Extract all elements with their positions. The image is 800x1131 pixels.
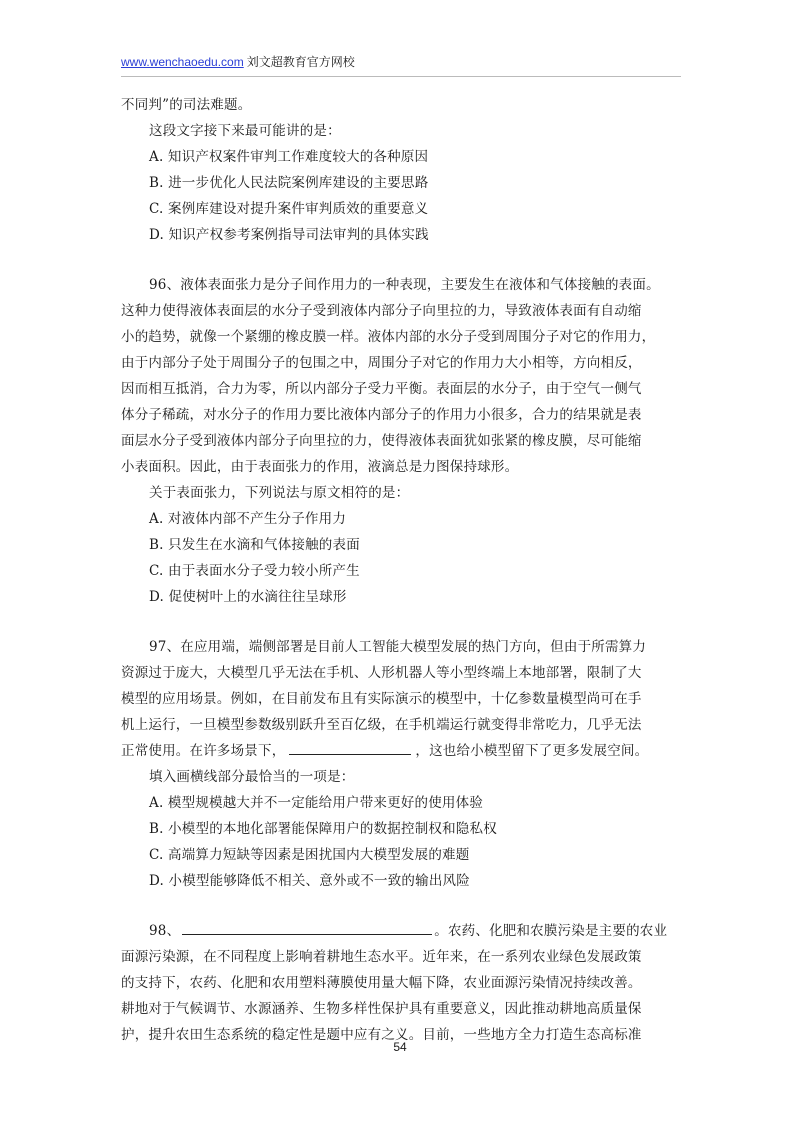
- question-prompt: 这段文字接下来最可能讲的是：: [149, 123, 341, 139]
- question-prompt: 填入画横线部分最恰当的一项是：: [149, 769, 355, 785]
- paragraph-line: 因而相互抵消，合力为零，所以内部分子受力平衡。表面层的水分子，由于空气一侧气: [121, 381, 642, 397]
- option-d: D. 知识产权参考案例指导司法审判的具体实践: [149, 227, 429, 243]
- page-number: 54: [393, 1040, 407, 1054]
- paragraph-line: 面源污染源，在不同程度上影响着耕地生态水平。近年来，在一系列农业绿色发展政策: [121, 949, 642, 965]
- site-name: 刘文超教育官方网校: [246, 55, 355, 69]
- paragraph-line-with-blank: [121, 738, 681, 764]
- paragraph-line: 机上运行，一旦模型参数级别跃升至百亿级，在手机端运行就变得非常吃力，几乎无法: [121, 717, 642, 733]
- text-before-blank: 98、: [149, 923, 181, 939]
- option-a: A. 模型规模越大并不一定能给用户带来更好的使用体验: [149, 795, 484, 811]
- paragraph-line: 不同判”的司法难题。: [121, 97, 252, 113]
- fill-in-blank: [289, 738, 411, 755]
- fill-in-blank: [182, 918, 432, 935]
- option-b: B. 小模型的本地化部署能保障用户的数据控制权和隐私权: [149, 821, 497, 837]
- question-98: [121, 918, 681, 1048]
- option-a: A. 对液体内部不产生分子作用力: [149, 511, 347, 527]
- page-header: [121, 53, 681, 70]
- option-c: C. 案例库建设对提升案件审判质效的重要意义: [149, 201, 429, 217]
- site-url-link[interactable]: www.wenchaoedu.com: [121, 55, 244, 69]
- paragraph-line: 小表面积。因此，由于表面张力的作用，液滴总是力图保持球形。: [121, 459, 519, 475]
- option-a: A. 知识产权案件审判工作难度较大的各种原因: [149, 149, 429, 165]
- paragraph-line: 这种力使得液体表面层的水分子受到液体内部分子向里拉的力，导致液体表面有自动缩: [121, 303, 642, 319]
- option-d: D. 小模型能够降低不相关、意外或不一致的输出风险: [149, 873, 470, 889]
- text-before-blank: 正常使用。在许多场景下，: [121, 743, 286, 759]
- paragraph-line-with-blank: [121, 918, 681, 944]
- question-97: [121, 634, 681, 894]
- question-96: [121, 272, 681, 610]
- paragraph-line: 耕地对于气候调节、水源涵养、生物多样性保护具有重要意义，因此推动耕地高质量保: [121, 1001, 642, 1017]
- paragraph-line: 的支持下，农药、化肥和农用塑料薄膜使用量大幅下降，农业面源污染情况持续改善。: [121, 975, 642, 991]
- option-d: D. 促使树叶上的水滴往往呈球形: [149, 589, 347, 605]
- option-c: C. 由于表面水分子受力较小所产生: [149, 563, 360, 579]
- paragraph-line: 97、在应用端，端侧部署是目前人工智能大模型发展的热门方向，但由于所需算力: [149, 639, 647, 655]
- paragraph-line: 资源过于庞大，大模型几乎无法在手机、人形机器人等小型终端上本地部署，限制了大: [121, 665, 642, 681]
- header-divider: [121, 76, 681, 77]
- paragraph-line: 由于内部分子处于周围分子的包围之中，周围分子对它的作用力大小相等，方向相反，: [121, 355, 642, 371]
- option-b: B. 进一步优化人民法院案例库建设的主要思路: [149, 175, 429, 191]
- option-c: C. 高端算力短缺等因素是困扰国内大模型发展的难题: [149, 847, 470, 863]
- paragraph-line: 96、液体表面张力是分子间作用力的一种表现，主要发生在液体和气体接触的表面。: [149, 277, 660, 293]
- question-prompt: 关于表面张力，下列说法与原文相符的是：: [149, 485, 410, 501]
- text-after-blank: 。农药、化肥和农膜污染是主要的农业: [434, 923, 668, 939]
- paragraph-line: 小的趋势，就像一个紧绷的橡皮膜一样。液体内部的水分子受到周围分子对它的作用力，: [121, 329, 656, 345]
- paragraph-line: 体分子稀疏，对水分子的作用力要比液体内部分子的作用力小很多，合力的结果就是表: [121, 407, 642, 423]
- paragraph-line: 面层水分子受到液体内部分子向里拉的力，使得液体表面犹如张紧的橡皮膜，尽可能缩: [121, 433, 642, 449]
- option-b: B. 只发生在水滴和气体接触的表面: [149, 537, 360, 553]
- question-95-tail: [121, 92, 681, 248]
- paragraph-line: 模型的应用场景。例如，在目前发布且有实际演示的模型中，十亿参数量模型尚可在手: [121, 691, 642, 707]
- paragraph-line: 护，提升农田生态系统的稳定性是题中应有之义。目前，一些地方全力打造生态高标准: [121, 1027, 642, 1043]
- document-body: [121, 92, 681, 1048]
- text-after-blank: ，这也给小模型留下了更多发展空间。: [415, 743, 649, 759]
